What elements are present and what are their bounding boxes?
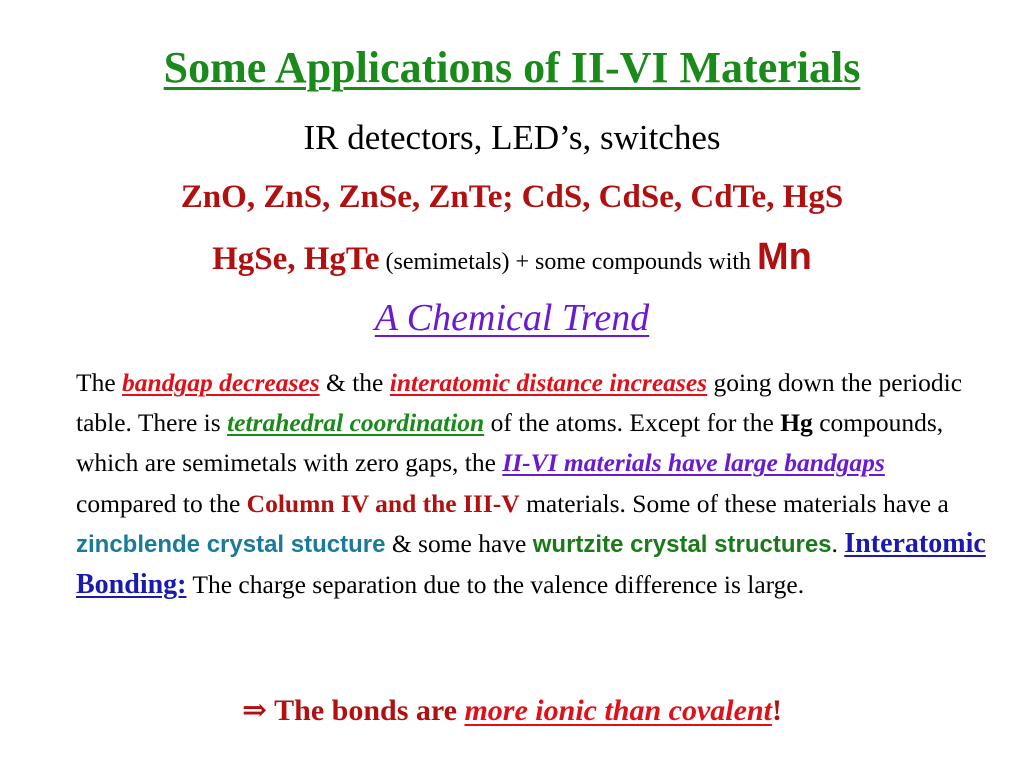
- highlight-large-bandgaps: II-VI materials have large bandgaps: [502, 448, 885, 478]
- paragraph-text: .: [831, 528, 845, 558]
- mercury-symbol: Hg: [780, 408, 813, 438]
- semimetal-compounds: HgSe, HgTe: [212, 241, 380, 277]
- section-subtitle: A Chemical Trend: [374, 297, 650, 339]
- highlight-tetrahedral-coordination: tetrahedral coordination: [227, 408, 485, 438]
- paragraph-text: of the atoms. Except for the: [484, 408, 781, 438]
- semimetals-line: [0, 237, 1024, 279]
- highlight-column-iv-iii-v: Column IV and the III-V: [246, 488, 520, 518]
- paragraph-text: materials. Some of these materials have a: [519, 488, 949, 518]
- paragraph-text: & some have: [385, 528, 533, 558]
- paragraph-text: compared to the: [76, 488, 247, 518]
- conclusion-end: !: [771, 694, 782, 727]
- conclusion-emphasis: more ionic than covalent: [464, 694, 772, 727]
- highlight-wurtzite: wurtzite crystal structures: [532, 530, 832, 558]
- implies-arrow-icon: ⇒: [242, 694, 268, 727]
- paragraph-text: compounds, which are semimetals with zero gaps, the: [76, 408, 944, 478]
- applications-line: IR detectors, LED’s, switches: [303, 118, 721, 157]
- trend-paragraph: [76, 363, 986, 605]
- paragraph-text: & the: [319, 368, 390, 397]
- highlight-zincblende: zincblende crystal stucture: [76, 530, 386, 558]
- semimetals-note: (semimetals) + some compounds with: [379, 249, 758, 275]
- slide-title: Some Applications of II-VI Materials: [163, 43, 861, 92]
- highlight-bandgap-decreases: bandgap decreases: [122, 368, 320, 397]
- paragraph-text: going down the periodic table. There is: [76, 368, 963, 438]
- conclusion-lead: The bonds are: [267, 694, 465, 727]
- manganese-symbol: Mn: [757, 236, 812, 278]
- conclusion-line: [0, 694, 1024, 727]
- highlight-interatomic-bonding: Interatomic Bonding:: [76, 527, 986, 601]
- compounds-line: ZnO, ZnS, ZnSe, ZnTe; CdS, CdSe, CdTe, HgS: [180, 179, 844, 215]
- highlight-interatomic-distance: interatomic distance increases: [389, 368, 708, 397]
- paragraph-text: The: [76, 368, 123, 397]
- paragraph-text: The charge separation due to the valence difference is large.: [186, 570, 805, 600]
